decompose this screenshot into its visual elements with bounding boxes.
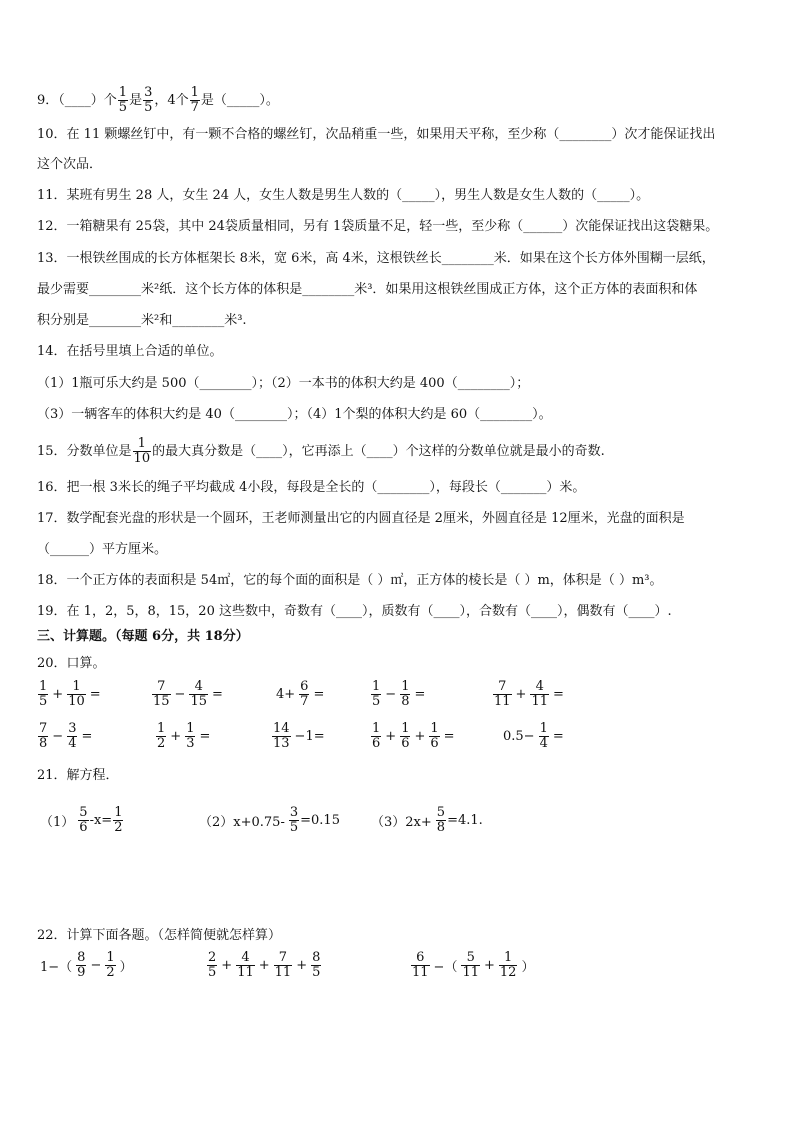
question-10-line2: 这个次品． [37, 157, 103, 172]
question-13-line2: 最少需要________米²纸．这个长方体的体积是________米³．如果用这根铁丝围成正方体，这个正方体的表面积和体 [37, 282, 698, 297]
question-14-line1: （1）1瓶可乐大约是 500（________）；（2）一本书的体积大约是 400（________）； [37, 376, 530, 391]
q9-text: 9．（____）个 [37, 93, 117, 108]
fraction: $\frac{1}{10}$ [133, 436, 151, 466]
question-10-line1: 10．在 11 颗螺丝钉中，有一颗不合格的螺丝钉，次品稍重一些，如果用天平称，至少称（________）次才能保证找出 [37, 127, 716, 142]
mental-calc-2: $\frac{7}{15}$ − $\frac{4}{15}$ = [153, 679, 223, 709]
mental-calc-9: $\frac{1}{6}$ + $\frac{1}{6}$ + $\frac{1}{6}$ = [372, 721, 455, 751]
mental-calc-4: $\frac{1}{5}$ − $\frac{1}{8}$ = [372, 679, 426, 709]
question-22-title: 22．计算下面各题。（怎样简便就怎样算） [37, 928, 282, 943]
mental-calc-8: $\frac{14}{13}$ −1= [273, 721, 325, 751]
mental-calc-7: $\frac{1}{2}$ + $\frac{1}{3}$ = [157, 721, 211, 751]
question-17-line1: 17．数学配套光盘的形状是一个圆环，王老师测量出它的内圆直径是 2厘米，外圆直径是 12厘米，光盘的面积是 [37, 511, 685, 526]
equation-2: （2）x+0.75- $\frac{3}{5}$ =0.15 [199, 805, 340, 835]
equation-3: （3）2x+ $\frac{5}{8}$ =4.1. [371, 805, 483, 835]
mental-calc-1: $\frac{1}{5}$ + $\frac{1}{10}$ = [39, 679, 101, 709]
question-13-line1: 13．一根铁丝围成的长方体框架长 8米，宽 6米，高 4米，这根铁丝长________米．如果在这个长方体外围糊一层纸， [37, 251, 715, 266]
mental-calc-6: $\frac{7}{8}$ − $\frac{3}{4}$ = [39, 721, 93, 751]
mental-calc-10: 0.5− $\frac{1}{4}$ = [503, 721, 564, 751]
equation-1: （1） $\frac{5}{6}$ -x= $\frac{1}{2}$ [40, 805, 123, 835]
fraction: $\frac{3}{5}$ [144, 85, 153, 115]
calc-22-1: 1−（ $\frac{8}{9}$ − $\frac{1}{2}$ ） [40, 950, 133, 980]
question-20-title: 20．口算。 [37, 656, 106, 671]
question-18: 18．一个正方体的表面积是 54㎡，它的每个面的面积是（ ）㎡，正方体的棱长是（ ）m，体积是（ ）m³。 [37, 573, 663, 588]
question-21-title: 21．解方程． [37, 768, 119, 783]
question-16: 16．把一根 3米长的绳子平均截成 4小段，每段是全长的（________），每段长（_______）米。 [37, 480, 586, 495]
question-19: 19．在 1，2，5，8，15，20 这些数中，奇数有（____），质数有（____），合数有（____），偶数有（____）. [37, 604, 672, 619]
question-12: 12．一箱糖果有 25袋，其中 24袋质量相同，另有 1袋质量不足，轻一些，至少称（______）次能保证找出这袋糖果。 [37, 219, 719, 234]
calc-22-2: $\frac{2}{5}$ + $\frac{4}{11}$ + $\frac{7}{11}$ + $\frac{8}{5}$ [208, 950, 321, 980]
mental-calc-3: 4+ $\frac{6}{7}$ = [276, 679, 325, 709]
question-13-line3: 积分别是________米²和________米³. [37, 313, 247, 328]
question-17-line2: （______）平方厘米。 [37, 542, 168, 557]
question-14-title: 14．在括号里填上合适的单位。 [37, 344, 223, 359]
section-3-heading: 三、计算题。（每题 6分，共 18分） [37, 629, 249, 644]
question-9: 9．（____）个 $\frac{1}{5}$ 是 $\frac{3}{5}$ ，4个 $\frac{1}{7}$ 是（_____）。 [37, 85, 279, 115]
calc-22-3: $\frac{6}{11}$ −（ $\frac{5}{11}$ + $\frac{1}{12}$ ） [412, 950, 535, 980]
question-15: 15．分数单位是 $\frac{1}{10}$ 的最大真分数是（____），它再添上（____）个这样的分数单位就是最小的奇数. [37, 436, 605, 466]
fraction: $\frac{1}{5}$ [118, 85, 128, 115]
question-14-line2: （3）一辆客车的体积大约是 40（________）；（4）1个梨的体积大约是 60（________）。 [37, 407, 552, 422]
mental-calc-5: $\frac{7}{11}$ + $\frac{4}{11}$ = [494, 679, 564, 709]
fraction: $\frac{1}{7}$ [190, 85, 199, 115]
question-11: 11．某班有男生 28 人，女生 24 人，女生人数是男生人数的（_____），男生人数是女生人数的（_____）。 [37, 188, 650, 203]
